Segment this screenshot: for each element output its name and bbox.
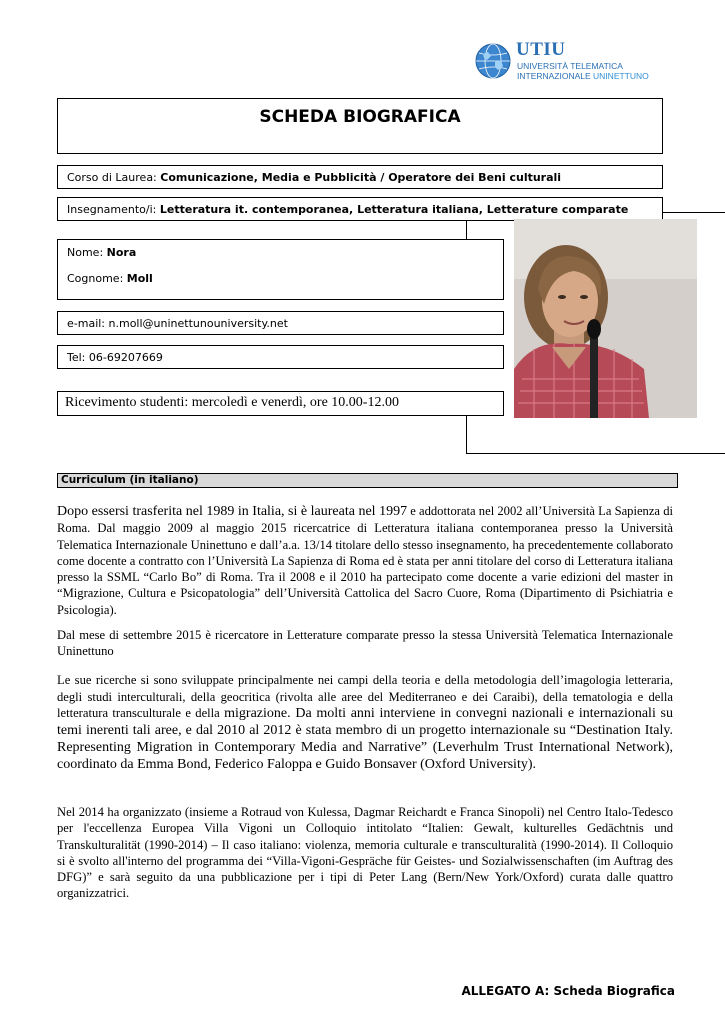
insegnamento-value: Letteratura it. contemporanea, Letteratura italiana, Letterature comparate: [159, 203, 629, 216]
logo-line2a: INTERNAZIONALE: [517, 71, 594, 81]
tel-box: [57, 345, 504, 369]
corso-box: [57, 165, 663, 189]
nome-value: Nora: [106, 246, 137, 259]
bio-paragraph-3: [57, 672, 673, 773]
nome-label: Nome:: [67, 246, 107, 259]
connector-line: [466, 453, 725, 454]
corso-row: [67, 171, 561, 184]
logo-brand: UTIU: [516, 39, 566, 60]
insegnamento-box: [57, 197, 663, 221]
bio-paragraph-3-small: Le sue ricerche si sono sviluppate principalmente nei campi della teoria e della metodologia dellʼimagologia letteraria, degli studi interculturali, della geocritica (rivolta alle aree del Mediterraneo e dei Caraibi), della tematologia e della letteratura transculturale e della: [57, 673, 673, 721]
curriculum-heading: [57, 473, 678, 488]
logo-line2: [517, 71, 649, 81]
bio-paragraph-2: Dal mese di settembre 2015 è ricercatore in Letterature comparate presso la stessa Università Telematica Internazionale Uninettuno: [57, 628, 673, 659]
logo-line1: UNIVERSITÀ TELEMATICA: [517, 61, 623, 71]
email-box: [57, 311, 504, 335]
cognome-row: [67, 272, 153, 285]
email-text[interactable]: e-mail: n.moll@uninettunouniversity.net: [67, 317, 288, 330]
insegnamento-row: [67, 203, 628, 216]
name-box: [57, 239, 504, 300]
bio-paragraph-1: [57, 503, 673, 618]
title-box: [57, 98, 663, 154]
curriculum-heading-text: Curriculum (in italiano): [61, 474, 199, 486]
bio-paragraph-1-rest: e addottorata nel 2002 allʼUniversità La Sapienza di Roma. Dal maggio 2009 al maggio 2015 ricercatrice di Letteratura italiana contemporanea presso la Università Telematica Internazionale Uninettuno e dallʼa.a. 13/14 titolare dello stesso insegnamento, ha precedentemente collaborato come docente a contratto con lʼUniversità La Sapienza di Roma ed è stata per anni titolare del corso di Letteratura italiana presso la SSML “Carlo Bo” di Roma. Tra il 2008 e il 2010 ha partecipato come docente a varie edizioni del master in “Migrazione, Cultura e Psicopatologia” dellʼUniversità Cattolica del Sacro Cuore, Roma (Dipartimento di Psichiatria e Psicologia).: [57, 504, 673, 617]
insegnamento-label: Insegnamento/i:: [67, 203, 160, 216]
page-title: SCHEDA BIOGRAFICA: [259, 107, 461, 127]
corso-value: Comunicazione, Media e Pubblicità / Operatore dei Beni culturali: [160, 171, 562, 184]
bio-paragraph-3-big: migrazione. Da molti anni interviene in convegni nazionali e internazionali su temi inerenti tali aree, e dal 2010 al 2012 è stata membro di un progetto internazionale su “Destination Italy. Representing Migration in Contemporary Media and Narrative” (Leverhulm Trust International Network), coordinato da Emma Bond, Federico Faloppa e Guido Bonsaver (Oxford University).: [57, 706, 674, 773]
footer-label: ALLEGATO A: Scheda Biografica: [461, 984, 675, 998]
utiu-logo: [474, 40, 714, 84]
ricevimento-box: [57, 391, 504, 416]
cognome-label: Cognome:: [67, 272, 127, 285]
tel-text: Tel: 06-69207669: [67, 351, 163, 364]
connector-line: [466, 416, 467, 453]
bio-paragraph-4: Nel 2014 ha organizzato (insieme a Rotraud von Kulessa, Dagmar Reichardt e Franca Sinopoli) nel Centro Italo-Tedesco per l'eccellenza Europea Villa Vigoni un Colloquio intitolato “Italien: Gewalt, kulturelles Gedächtnis und Transkulturalität (1990-2014) – Il caso italiano: violenza, memoria culturale e transculturalità (1990-2014). Il Colloquio si è svolto all'interno del programma dei “Villa-Vigoni-Gespräche für Geistes- und Sozialwissenschaften (im Auftrag des DFG)” e sarà seguito da una pubblicazione per i tipi di Peter Lang (Bern/New York/Oxford) curata dalle quattro organizzatrici.: [57, 805, 673, 901]
bio-paragraph-1-lead: Dopo essersi trasferita nel 1989 in Italia, si è laureata nel 1997: [57, 504, 408, 519]
logo-line2b: UNINETTUNO: [593, 71, 649, 81]
portrait-photo: [514, 219, 697, 418]
portrait-image: [514, 219, 697, 418]
connector-line: [466, 221, 467, 239]
nome-row: [67, 246, 136, 259]
connector-line: [663, 212, 725, 213]
ricevimento-text: Ricevimento studenti: mercoledì e venerdì, ore 10.00-12.00: [65, 395, 399, 410]
globe-icon: [474, 42, 512, 80]
corso-label: Corso di Laurea:: [67, 171, 161, 184]
cognome-value: Moll: [126, 272, 153, 285]
